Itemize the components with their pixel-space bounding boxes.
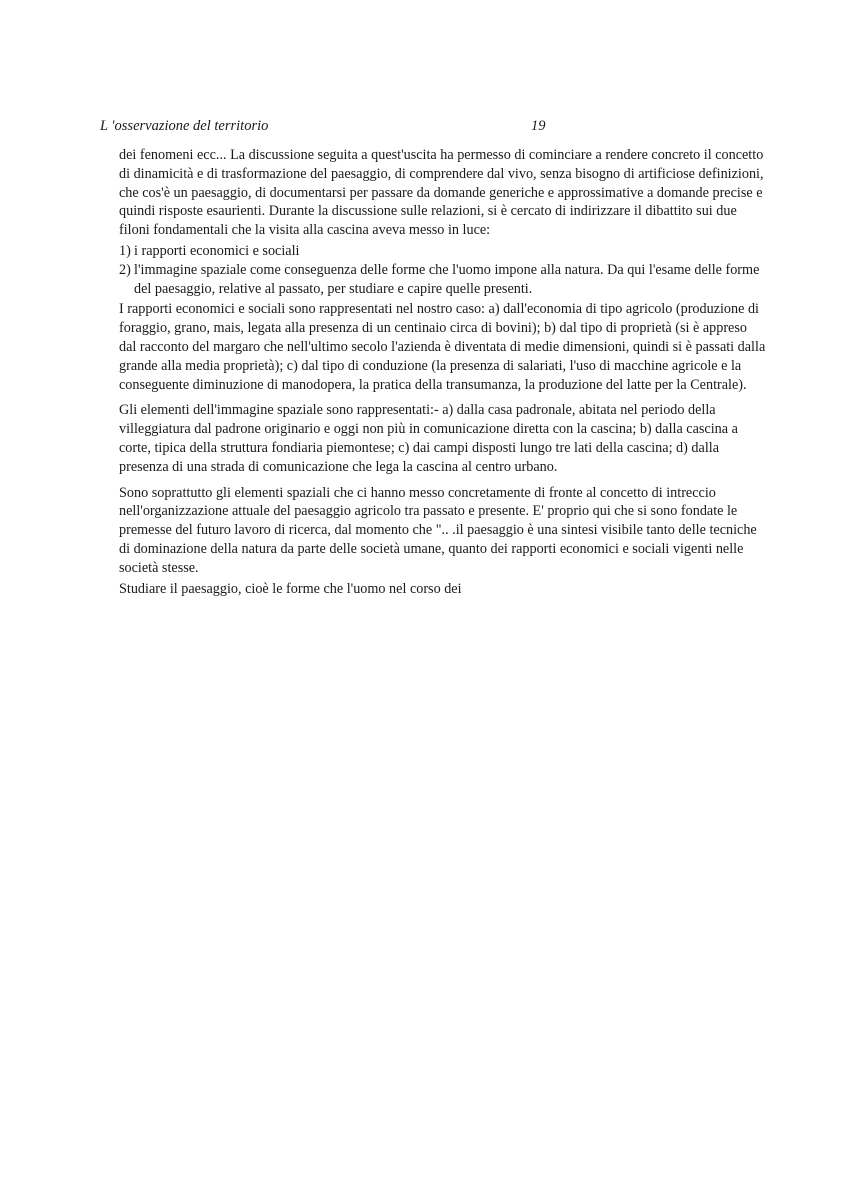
- paragraph-spatial-elements: Gli elementi dell'immagine spaziale sono rappresentati:- a) dalla casa padronale, abitata nel periodo della villeggiatura dal padrone originario e oggi non più in comunicazione diretta con la cascina; b) dalla cascina a corte, tipica della struttura fondiaria piemontese; c) dai campi disposti lungo tre lati della cascina; d) dalla presenza di una strada di comunicazione che lega la cascina al centro urbano.: [119, 402, 738, 475]
- list-item-number: 2): [119, 261, 131, 278]
- paragraph-interweaving: Sono soprattutto gli elementi spaziali che ci hanno messo concretamente di fronte al concetto di intreccio nell'organizzazione attuale del paesaggio agricolo tra passato e presente. E' proprio qui che si sono fondate le premesse del futuro lavoro di ricerca, dal momento che ".. .il paesaggio è una sintesi visibile tanto delle tecniche di dominazione della natura da parte delle società umane, quanto dei rapporti economici e sociali vigenti nelle società stesse.: [119, 484, 757, 576]
- list-item: [119, 261, 767, 299]
- list-item-text: l'immagine spaziale come conseguenza delle forme che l'uomo impone alla natura. Da qui l'esame delle forme del paesaggio, relative al passato, per studiare e capire quelle presenti.: [134, 261, 760, 297]
- running-header: [100, 116, 760, 136]
- list-item: [119, 242, 767, 261]
- list-item-text: i rapporti economici e sociali: [134, 242, 300, 259]
- numbered-list: [119, 242, 767, 298]
- list-item-number: 1): [119, 242, 131, 259]
- running-title: L 'osservazione del territorio: [100, 118, 269, 134]
- paragraph-study-landscape: Studiare il paesaggio, cioè le forme che l'uomo nel corso dei: [119, 580, 462, 597]
- page-number: 19: [531, 118, 546, 134]
- paragraph-economic-relations: I rapporti economici e sociali sono rappresentati nel nostro caso: a) dall'economia di tipo agricolo (produzione di foraggio, grano, mais, legata alla presenza di un centinaio circa di bovini); b) dal tipo di proprietà (si è appreso dal racconto del margaro che nell'ultimo secolo l'azienda è diventata di medie dimensioni, quindi si è passati dalla grande alla media proprietà); c) dal tipo di conduzione (la presenza di salariati, l'uso di macchine agricole e la conseguente diminuzione di manodopera, la pratica della transumanza, la produzione del latte per la Centrale).: [119, 301, 766, 393]
- paragraph-intro: dei fenomeni ecc... La discussione seguita a quest'uscita ha permesso di cominciare a rendere concreto il concetto di dinamicità e di trasformazione del paesaggio, di comprendere dal vivo, senza bisogno di artificiose definizioni, che cos'è un paesaggio, di documentarsi per passare da domande generiche e approssimative a domande precise e quindi risposte esaurienti. Durante la discussione sulle relazioni, si è cercato di indirizzare il dibattito sui due filoni fondamentali che la visita alla cascina aveva messo in luce:: [119, 147, 764, 239]
- body-text: [119, 146, 767, 605]
